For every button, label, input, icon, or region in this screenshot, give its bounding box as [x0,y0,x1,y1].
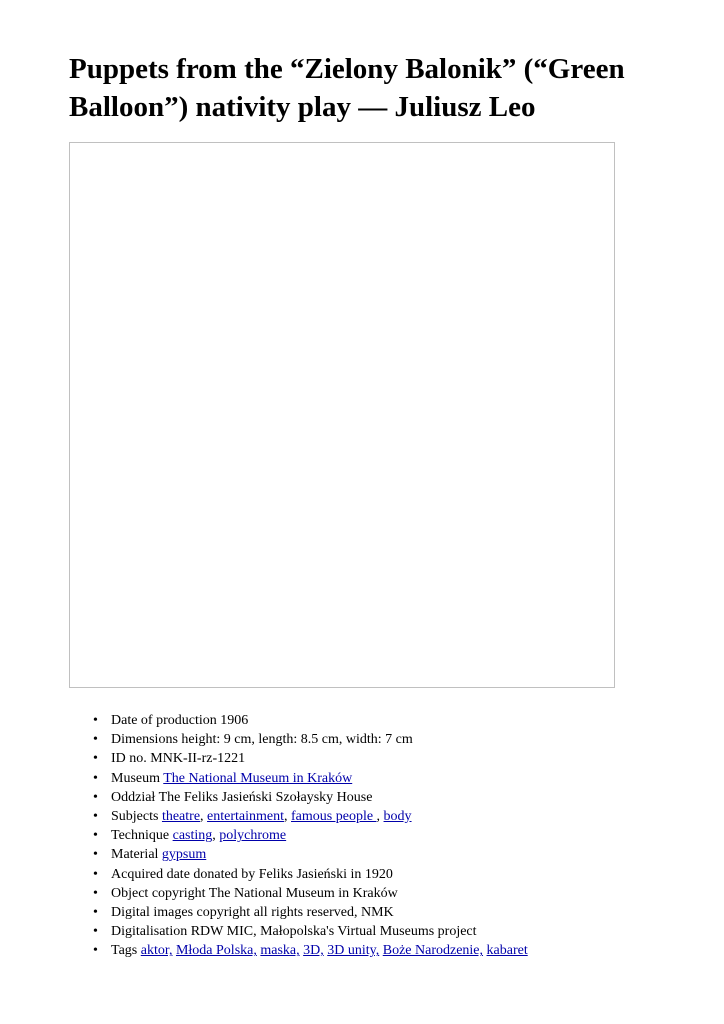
subject-link-entertainment[interactable]: entertainment [207,809,285,825]
detail-value: RDW MIC, Małopolska's Virtual Museums project [190,924,477,940]
detail-date-of-production [93,711,528,730]
detail-label: Object copyright [111,885,206,901]
detail-label: Acquired date [111,866,190,882]
technique-link-casting[interactable]: casting [172,828,213,844]
separator: , [376,809,384,825]
object-image [69,142,615,688]
material-link-gypsum[interactable]: gypsum [161,847,207,863]
detail-value: The Feliks Jasieński Szołaysky House [158,789,373,805]
separator: , [212,828,220,844]
detail-label: Date of production [111,713,217,728]
detail-technique [93,826,528,845]
subject-link-body[interactable]: body [383,809,412,825]
detail-label: Dimensions [111,732,178,748]
detail-value: donated by Feliks Jasieński in 1920 [193,866,393,882]
detail-label: Technique [111,828,170,844]
detail-label: ID no. [111,751,147,767]
separator: , [200,809,208,825]
tag-link-maska[interactable]: maska, [260,943,300,959]
detail-value: The National Museum in Kraków [208,885,398,901]
detail-label: Digitalisation [111,924,188,940]
tag-link-boze-narodzenie[interactable]: Boże Narodzenie, [382,943,484,959]
detail-oddzial [93,788,528,807]
technique-link-polychrome[interactable]: polychrome [219,828,287,844]
tag-link-3d[interactable]: 3D, [303,943,324,959]
tag-link-kabaret[interactable]: kabaret [486,943,528,959]
detail-label: Subjects [111,809,159,825]
separator: , [284,809,292,825]
tag-link-3d-unity[interactable]: 3D unity, [327,943,380,959]
detail-tags [93,941,528,960]
details-list [93,711,528,961]
museum-link[interactable]: The National Museum in Kraków [163,770,353,786]
detail-label: Material [111,847,159,863]
detail-acquired-date [93,865,528,884]
detail-label: Tags [111,943,138,959]
detail-material [93,845,528,864]
detail-value: 1906 [220,713,249,728]
page-title: Puppets from the “Zielony Balonik” (“Green Balloon”) nativity play — Juliusz Leo [69,53,625,123]
tag-link-mloda-polska[interactable]: Młoda Polska, [175,943,257,959]
detail-digitalisation [93,922,528,941]
detail-digital-images-copyright [93,903,528,922]
detail-subjects [93,807,528,826]
detail-label: Digital images copyright [111,905,251,921]
detail-object-copyright [93,884,528,903]
detail-value: all rights reserved, NMK [253,905,394,921]
detail-label: Oddział [111,789,156,805]
detail-label: Museum [111,770,160,786]
detail-dimensions [93,730,528,749]
subject-link-famous-people[interactable]: famous people [291,809,377,825]
detail-id-no [93,749,528,768]
tag-link-aktor[interactable]: aktor, [140,943,173,959]
subject-link-theatre[interactable]: theatre [161,809,201,825]
detail-museum [93,769,528,788]
detail-value: height: 9 cm, length: 8.5 cm, width: 7 cm [181,732,413,748]
detail-value: MNK-II-rz-1221 [150,751,246,767]
